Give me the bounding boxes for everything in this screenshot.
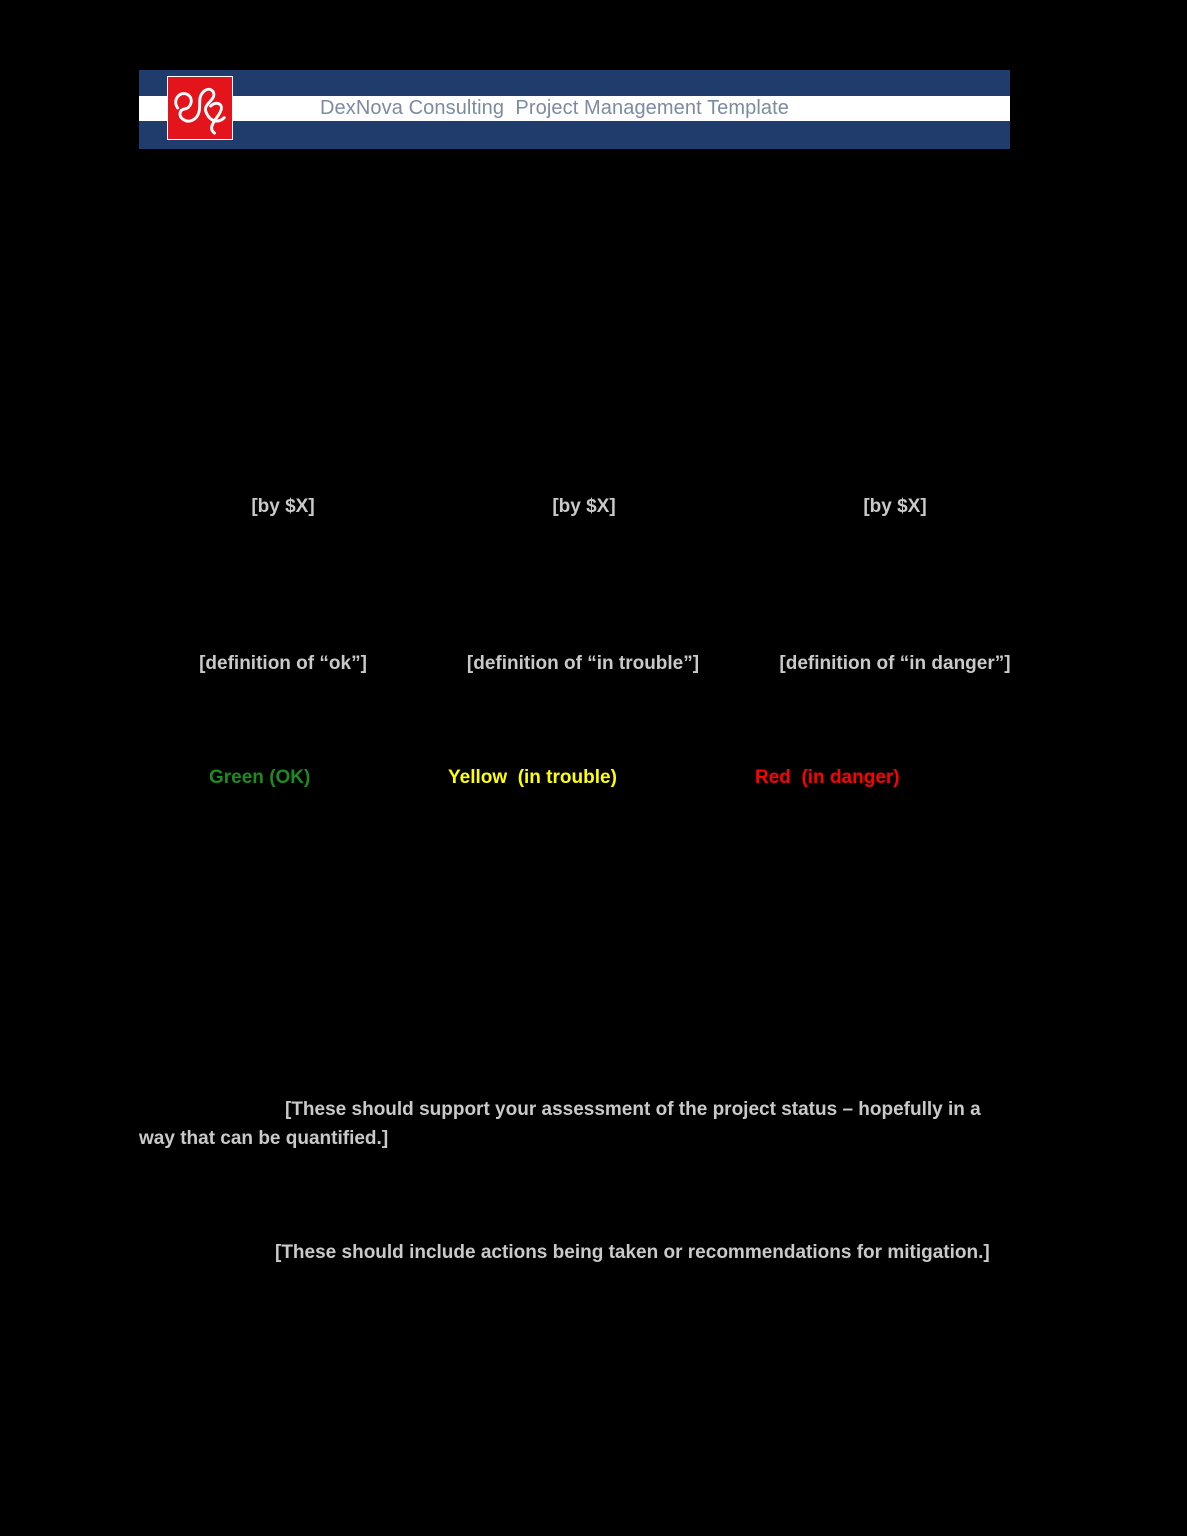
header-title: DexNova Consulting Project Management Template <box>320 97 790 119</box>
metrics-note-line2: way that can be quantified.] <box>139 1128 389 1149</box>
status-red-label: Red (in danger) <box>755 767 900 788</box>
budget-cell-trouble: [by $X] <box>552 496 616 517</box>
definition-cell-ok: [definition of “ok”] <box>199 653 367 674</box>
status-green-label: Green (OK) <box>209 767 311 788</box>
header-banner <box>139 70 1010 149</box>
budget-cell-ok: [by $X] <box>251 496 315 517</box>
status-yellow-label: Yellow (in trouble) <box>448 767 617 788</box>
definition-cell-trouble: [definition of “in trouble”] <box>466 653 700 674</box>
issues-note: [These should include actions being taken or recommendations for mitigation.] <box>275 1242 990 1263</box>
dexnova-logo-icon <box>167 76 233 140</box>
definition-cell-danger: [definition of “in danger”] <box>779 653 1011 674</box>
budget-cell-danger: [by $X] <box>863 496 927 517</box>
metrics-note-line1: [These should support your assessment of the project status – hopefully in a <box>285 1099 981 1120</box>
